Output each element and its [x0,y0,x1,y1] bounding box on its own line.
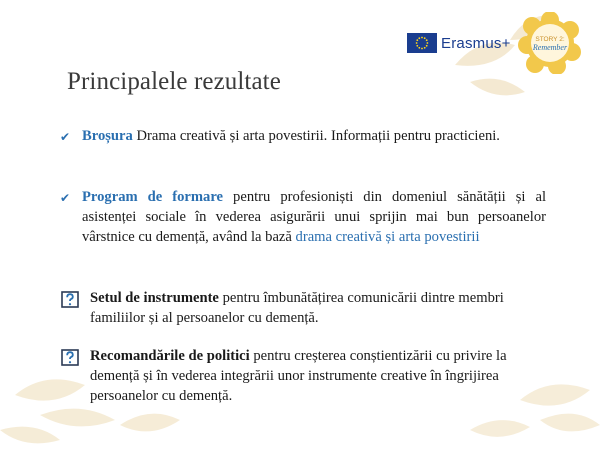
slide-title: Principalele rezultate [67,68,281,95]
question-box-icon [61,291,79,308]
bullet-2-text: pentru profesioniști din domeniul sănătății și al asistenței sociale în vederea asigurării unui sprijin mai bun persoanelor vârstnice cu demență, având la bază [82,189,547,245]
bullet-2-highlight: Program de formare [82,189,224,205]
bullet-recomandari-politici [90,346,545,406]
check-icon: ✔ [60,130,71,144]
bullet-1-highlight: Broșura [82,128,133,144]
erasmus-label: Erasmus+ [441,34,511,52]
question-box-icon [61,349,79,366]
erasmus-logo [407,33,511,53]
bullet-3-bold: Setul de instrumente [90,290,219,306]
bullet-set-instrumente [90,288,545,328]
bullet-1-text: Drama creativă și arta povestirii. Informații pentru practicieni. [132,128,500,144]
bullet-program-formare [82,187,546,247]
bullet-4-bold: Recomandările de politici [90,348,250,364]
story-logo-line1: STORY 2: [535,36,565,43]
eu-flag-icon [407,33,437,53]
bullet-3-text: pentru îmbunătățirea comunicării dintre membri familiilor și al persoanelor cu demență. [90,290,504,326]
story-remember-logo [517,12,583,74]
bullet-2-highlight-tail: drama creativă și arta povestirii [295,229,480,245]
bullet-brosura [82,126,546,146]
bullet-4-text: pentru creșterea conștientizării cu privire la demență și în vederea integrării unor instrumente creative în îngrijirea persoanelor cu demență. [90,348,507,404]
check-icon: ✔ [60,191,71,205]
story-logo-line2: Remember [532,43,568,52]
